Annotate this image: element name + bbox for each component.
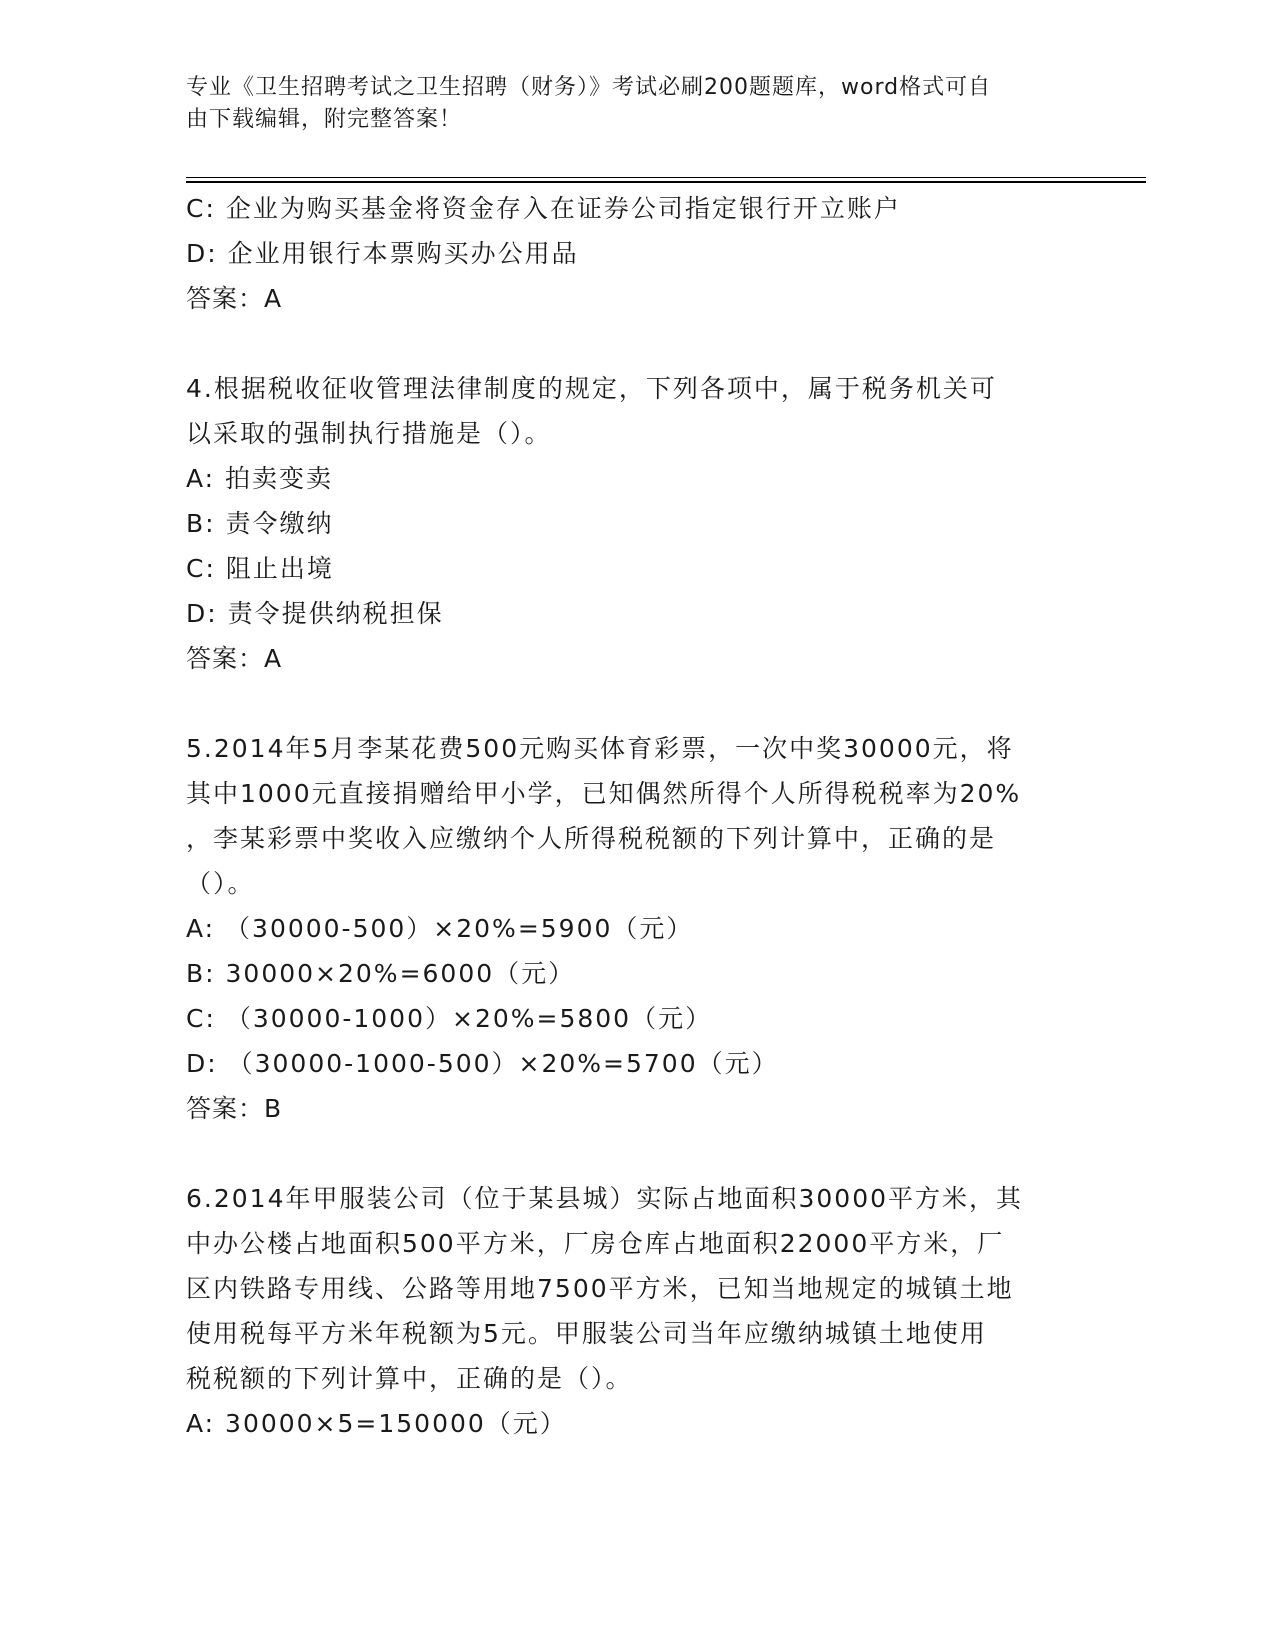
question-stem-line: 6.2014年甲服装公司（位于某县城）实际占地面积30000平方米，其: [186, 1184, 1024, 1213]
option-d: D: 责令提供纳税担保: [186, 599, 444, 628]
question-gap: [186, 1131, 1086, 1176]
question-stem-line: ，李某彩票中奖收入应缴纳个人所得税税额的下列计算中，正确的是: [186, 824, 997, 853]
option-a: A: 30000×5=150000（元）: [186, 1409, 567, 1438]
option-b: B: 30000×20%=6000（元）: [186, 959, 576, 988]
question-stem-line: 中办公楼占地面积500平方米，厂房仓库占地面积22000平方米，厂: [186, 1229, 1005, 1258]
answer-line: 答案：B: [186, 1094, 283, 1123]
question-stem-line: 其中1000元直接捐赠给甲小学，已知偶然所得个人所得税税率为20%: [186, 779, 1022, 808]
question-stem-line: 4.根据税收征收管理法律制度的规定，下列各项中，属于税务机关可: [186, 374, 997, 403]
option-d: D: （30000-1000-500）×20%=5700（元）: [186, 1049, 779, 1078]
option-b: B: 责令缴纳: [186, 509, 334, 538]
answer-line: 答案：A: [186, 644, 283, 673]
question-stem-line: 区内铁路专用线、公路等用地7500平方米，已知当地规定的城镇土地: [186, 1274, 1014, 1303]
question-6: [186, 1176, 1086, 1446]
question-stem-line: 以采取的强制执行措施是（）。: [186, 419, 552, 448]
question-5: [186, 726, 1086, 1131]
answer-line: 答案：A: [186, 284, 283, 313]
question-gap: [186, 681, 1086, 726]
prev-question: [186, 186, 1086, 321]
header-divider: [186, 177, 1146, 183]
page-header: [186, 72, 1066, 136]
question-stem-line: 5.2014年5月李某花费500元购买体育彩票，一次中奖30000元，将: [186, 734, 1014, 763]
header-line-1: 专业《卫生招聘考试之卫生招聘（财务）》考试必刷200题题库，word格式可自: [186, 75, 992, 100]
option-d: D: 企业用银行本票购买办公用品: [186, 239, 579, 268]
option-c: C: 阻止出境: [186, 554, 334, 583]
question-stem-line: （）。: [186, 869, 255, 898]
header-line-2: 由下载编辑，附完整答案！: [186, 107, 463, 132]
question-gap: [186, 321, 1086, 366]
option-c: C: 企业为购买基金将资金存入在证券公司指定银行开立账户: [186, 194, 901, 223]
question-stem-line: 使用税每平方米年税额为5元。甲服装公司当年应缴纳城镇土地使用: [186, 1319, 987, 1348]
option-a: A: （30000-500）×20%=5900（元）: [186, 914, 694, 943]
question-stem-line: 税税额的下列计算中，正确的是（）。: [186, 1364, 633, 1393]
question-4: [186, 366, 1086, 681]
option-c: C: （30000-1000）×20%=5800（元）: [186, 1004, 713, 1033]
document-body: [186, 186, 1086, 1446]
option-a: A: 拍卖变卖: [186, 464, 334, 493]
